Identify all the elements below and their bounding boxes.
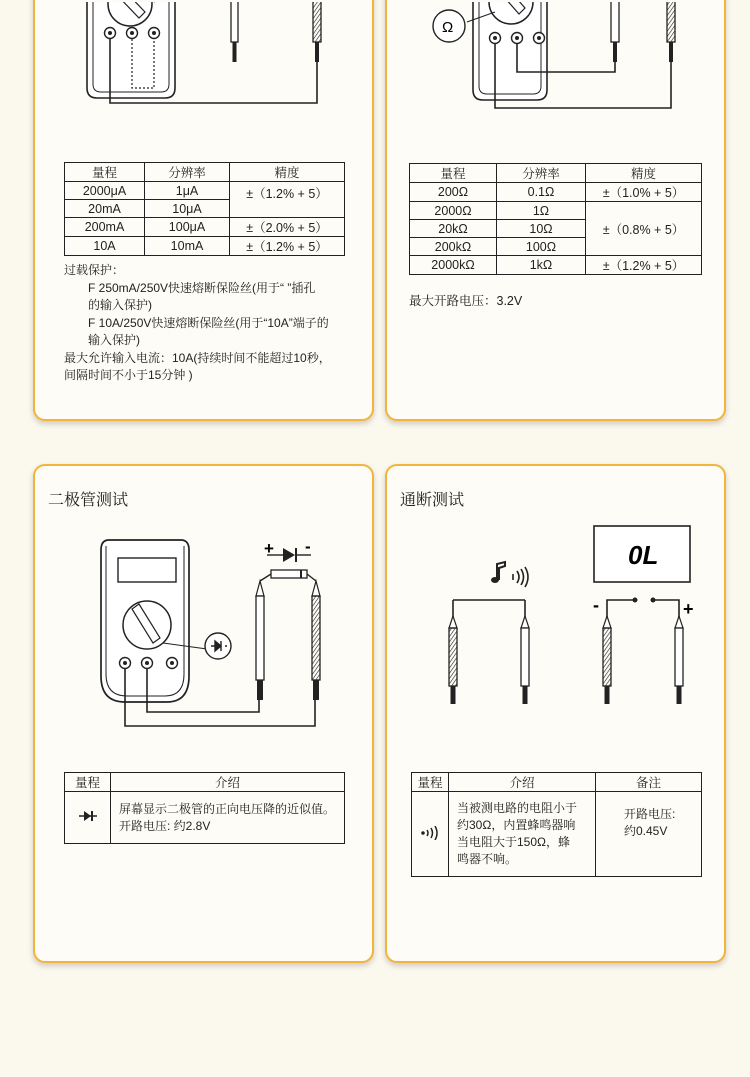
header-accuracy: 精度 bbox=[586, 164, 702, 183]
table-row bbox=[65, 182, 345, 200]
black-probe-left bbox=[449, 616, 457, 704]
resolution-cell: 10μA bbox=[145, 200, 230, 218]
continuity-test-card bbox=[385, 464, 726, 963]
current-spec-table bbox=[64, 162, 345, 256]
lcd-reading: 0L bbox=[628, 540, 659, 570]
music-note-icon bbox=[497, 562, 505, 580]
red-probe-right bbox=[675, 616, 683, 704]
current-wiring-diagram bbox=[35, 2, 372, 142]
accuracy-cell: ±（2.0% + 5） bbox=[230, 218, 345, 237]
table-row bbox=[65, 792, 345, 844]
header-resolution: 分辨率 bbox=[145, 163, 230, 182]
table-row bbox=[65, 237, 345, 256]
range-cell: 200mA bbox=[65, 218, 145, 237]
max-current-note-b: 间隔时间不小于15分钟 ) bbox=[64, 368, 193, 382]
red-probe bbox=[256, 581, 264, 700]
header-notes: 备注 bbox=[596, 773, 702, 792]
range-icon-cell bbox=[412, 792, 449, 877]
range-cell: 20mA bbox=[65, 200, 145, 218]
header-range: 量程 bbox=[65, 163, 145, 182]
table-header-row bbox=[410, 164, 702, 183]
black-probe bbox=[312, 581, 320, 700]
callout-label: Ω bbox=[442, 19, 454, 36]
red-probe-left bbox=[521, 616, 529, 704]
fuse-note-1b: 的输入保护) bbox=[88, 298, 152, 312]
red-probe bbox=[611, 2, 619, 62]
range-icon-cell bbox=[65, 792, 111, 844]
diode-desc-line: 屏幕显示二极管的正向电压降的近似值。 bbox=[119, 801, 336, 816]
meter-display bbox=[118, 558, 176, 582]
header-description: 介绍 bbox=[449, 773, 596, 792]
accuracy-cell: ±（1.2% + 5） bbox=[230, 182, 345, 218]
table-row bbox=[412, 792, 702, 877]
black-probe bbox=[667, 2, 675, 62]
range-cell: 10A bbox=[65, 237, 145, 256]
card-title: 二极管测试 bbox=[48, 492, 129, 509]
red-probe bbox=[231, 2, 238, 62]
accuracy-cell: ±（1.2% + 5） bbox=[586, 256, 702, 275]
diode-icon bbox=[78, 810, 98, 822]
max-open-voltage: 最大开路电压：3.2V bbox=[409, 294, 523, 308]
card-title: 通断测试 bbox=[400, 492, 465, 509]
resistance-measurement-card bbox=[385, 0, 726, 421]
black-probe-right bbox=[603, 616, 611, 704]
fuse-note-2b: 输入保护) bbox=[88, 333, 140, 347]
header-resolution: 分辨率 bbox=[497, 164, 586, 183]
open-plus: + bbox=[683, 599, 694, 619]
diode-minus: - bbox=[305, 537, 311, 556]
resolution-cell: 10Ω bbox=[497, 220, 586, 238]
range-cell: 200Ω bbox=[410, 183, 497, 202]
header-range: 量程 bbox=[410, 164, 497, 183]
table-header-row bbox=[412, 773, 702, 792]
diode-spec-table bbox=[64, 772, 345, 844]
resolution-cell: 100μA bbox=[145, 218, 230, 237]
current-measurement-card bbox=[33, 0, 374, 421]
header-range: 量程 bbox=[412, 773, 449, 792]
resolution-cell: 0.1Ω bbox=[497, 183, 586, 202]
resolution-cell: 1Ω bbox=[497, 202, 586, 220]
resolution-cell: 1kΩ bbox=[497, 256, 586, 275]
accuracy-cell: ±（1.0% + 5） bbox=[586, 183, 702, 202]
table-header-row bbox=[65, 773, 345, 792]
range-cell: 2000μA bbox=[65, 182, 145, 200]
resolution-cell: 100Ω bbox=[497, 238, 586, 256]
max-current-note: 最大允许输入电流：10A(持续时间不能超过10秒， bbox=[64, 350, 331, 365]
resolution-cell: 10mA bbox=[145, 237, 230, 256]
diode-wiring-diagram bbox=[35, 526, 372, 796]
fuse-note-2: F 10A/250V快速熔断保险丝(用于“10A”端子的 bbox=[88, 315, 329, 330]
header-accuracy: 精度 bbox=[230, 163, 345, 182]
table-row bbox=[65, 218, 345, 237]
description-cell: 当被测电路的电阻小于 约30Ω，内置蜂鸣器响 当电阻大于150Ω，蜂 鸣器不响。 bbox=[449, 792, 596, 877]
diode-test-card bbox=[33, 464, 374, 963]
diode-symbol-icon bbox=[283, 548, 295, 562]
sound-waves-icon bbox=[513, 567, 528, 587]
fuse-note-1: F 250mA/250V快速熔断保险丝(用于“ ”插孔 bbox=[88, 280, 316, 295]
accuracy-cell: ±（1.2% + 5） bbox=[230, 237, 345, 256]
description-cell bbox=[111, 792, 345, 844]
overload-protection-notes bbox=[64, 262, 331, 385]
diode-plus: + bbox=[264, 539, 274, 558]
resistance-spec-table bbox=[409, 163, 702, 275]
range-cell: 20kΩ bbox=[410, 220, 497, 238]
resolution-cell: 1μA bbox=[145, 182, 230, 200]
header-description: 介绍 bbox=[111, 773, 345, 792]
range-cell: 2000Ω bbox=[410, 202, 497, 220]
accuracy-cell: ±（0.8% + 5） bbox=[586, 202, 702, 256]
open-minus: - bbox=[593, 595, 599, 615]
buzzer-icon bbox=[420, 826, 440, 840]
continuity-diagram bbox=[387, 516, 724, 756]
table-row bbox=[410, 183, 702, 202]
continuity-spec-table bbox=[411, 772, 702, 877]
notes-cell: 开路电压: 约0.45V bbox=[596, 792, 702, 877]
black-probe bbox=[313, 2, 321, 62]
table-header-row bbox=[65, 163, 345, 182]
resistance-wiring-diagram bbox=[387, 2, 724, 152]
diode-open-voltage: 开路电压: 约2.8V bbox=[119, 818, 211, 833]
table-row bbox=[410, 256, 702, 275]
notes-title: 过载保护： bbox=[64, 263, 125, 277]
range-cell: 200kΩ bbox=[410, 238, 497, 256]
header-range: 量程 bbox=[65, 773, 111, 792]
table-row bbox=[410, 202, 702, 220]
range-cell: 2000kΩ bbox=[410, 256, 497, 275]
